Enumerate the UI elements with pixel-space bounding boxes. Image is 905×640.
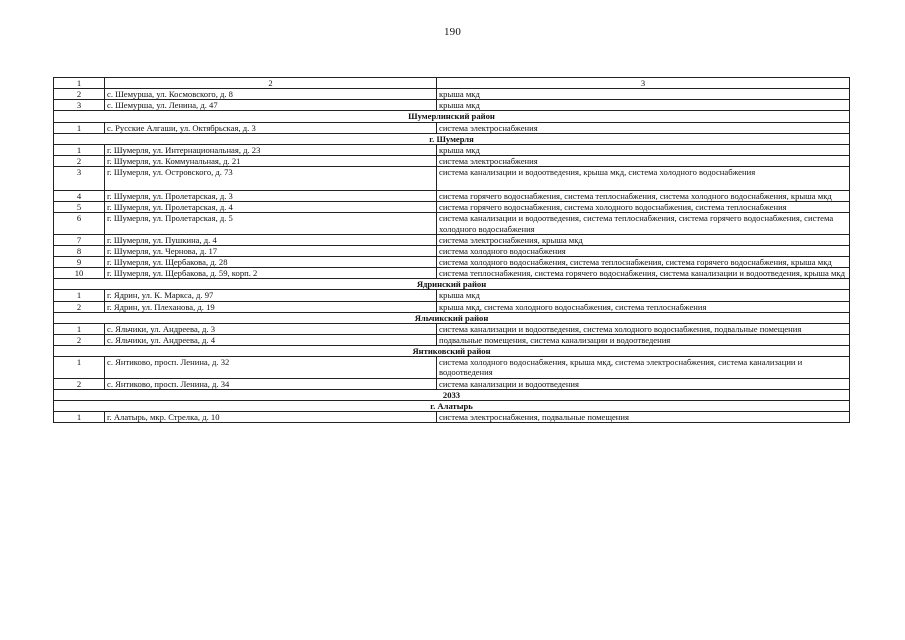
row-address: с. Янтиково, просп. Ленина, д. 34: [105, 378, 437, 389]
table-row: [54, 144, 850, 155]
column-header-address: 2: [105, 78, 437, 89]
section-heading-row: [54, 279, 850, 290]
row-address: г. Шумерля, ул. Коммунальная, д. 21: [105, 155, 437, 166]
buildings-table: [53, 77, 850, 423]
row-number: 1: [54, 357, 105, 378]
column-header-number: 1: [54, 78, 105, 89]
row-systems: крыша мкд, система холодного водоснабжения, система теплоснабжения: [437, 301, 850, 312]
section-title: г. Алатырь: [54, 400, 850, 411]
row-number: 1: [54, 122, 105, 133]
row-systems: подвальные помещения, система канализации и водоотведения: [437, 334, 850, 345]
row-address: г. Шумерля, ул. Пушкина, д. 4: [105, 234, 437, 245]
row-systems: система теплоснабжения, система горячего водоснабжения, система канализации и водоотведения, крыша мкд: [437, 268, 850, 279]
section-heading-row: [54, 389, 850, 400]
row-number: 3: [54, 100, 105, 111]
row-address: с. Шемурша, ул. Космовского, д. 8: [105, 89, 437, 100]
table-row: [54, 245, 850, 256]
row-systems: крыша мкд: [437, 144, 850, 155]
row-systems: система канализации и водоотведения, крыша мкд, система холодного водоснабжения: [437, 167, 850, 191]
table-row: [54, 122, 850, 133]
row-systems: система холодного водоснабжения, система теплоснабжения, система горячего водоснабжения, крыша мкд: [437, 256, 850, 267]
table-row: [54, 411, 850, 422]
row-systems: система канализации и водоотведения: [437, 378, 850, 389]
row-number: 1: [54, 144, 105, 155]
row-address: г. Шумерля, ул. Пролетарская, д. 5: [105, 213, 437, 234]
row-number: 2: [54, 301, 105, 312]
table-row: [54, 234, 850, 245]
row-number: 2: [54, 155, 105, 166]
row-address: с. Яльчики, ул. Андреева, д. 3: [105, 323, 437, 334]
table-row: [54, 301, 850, 312]
row-address: с. Янтиково, просп. Ленина, д. 32: [105, 357, 437, 378]
section-heading-row: [54, 133, 850, 144]
row-number: 9: [54, 256, 105, 267]
section-heading-row: [54, 111, 850, 122]
table-row: [54, 213, 850, 234]
table-row: [54, 268, 850, 279]
table-row: [54, 100, 850, 111]
row-number: 7: [54, 234, 105, 245]
row-systems: крыша мкд: [437, 100, 850, 111]
row-systems: система холодного водоснабжения: [437, 245, 850, 256]
row-address: г. Шумерля, ул. Чернова, д. 17: [105, 245, 437, 256]
row-systems: система электроснабжения: [437, 122, 850, 133]
section-title: г. Шумерля: [54, 133, 850, 144]
section-title: Шумерлинский район: [54, 111, 850, 122]
table-row: [54, 323, 850, 334]
row-number: 2: [54, 378, 105, 389]
row-systems: система холодного водоснабжения, крыша мкд, система электроснабжения, система канализации и водоотведения: [437, 357, 850, 378]
page-number: 190: [443, 26, 462, 38]
row-address: г. Шумерля, ул. Щербакова, д. 59, корп. 2: [105, 268, 437, 279]
row-address: г. Шумерля, ул. Пролетарская, д. 3: [105, 191, 437, 202]
row-systems: система канализации и водоотведения, система теплоснабжения, система горячего водоснабжения, система холодного водоснабжения: [437, 213, 850, 234]
row-number: 10: [54, 268, 105, 279]
column-header-systems: 3: [437, 78, 850, 89]
row-address: г. Шумерля, ул. Щербакова, д. 28: [105, 256, 437, 267]
section-title: Яльчикский район: [54, 312, 850, 323]
row-address: г. Ядрин, ул. К. Маркса, д. 97: [105, 290, 437, 301]
table-row: [54, 290, 850, 301]
row-systems: крыша мкд: [437, 290, 850, 301]
table-row: [54, 256, 850, 267]
table-header-row: [54, 78, 850, 89]
row-systems: система электроснабжения, крыша мкд: [437, 234, 850, 245]
row-systems: система канализации и водоотведения, система холодного водоснабжения, подвальные помещения: [437, 323, 850, 334]
section-heading-row: [54, 346, 850, 357]
row-number: 1: [54, 323, 105, 334]
row-number: 1: [54, 411, 105, 422]
table-row: [54, 191, 850, 202]
table-row: [54, 334, 850, 345]
section-title: Ядринский район: [54, 279, 850, 290]
table-row: [54, 202, 850, 213]
row-number: 4: [54, 191, 105, 202]
row-number: 1: [54, 290, 105, 301]
table-row: [54, 89, 850, 100]
section-title: Янтиковский район: [54, 346, 850, 357]
row-systems: система электроснабжения: [437, 155, 850, 166]
row-number: 5: [54, 202, 105, 213]
row-number: 3: [54, 167, 105, 191]
row-address: с. Русские Алгаши, ул. Октябрьская, д. 3: [105, 122, 437, 133]
row-address: г. Шумерля, ул. Интернациональная, д. 23: [105, 144, 437, 155]
row-systems: крыша мкд: [437, 89, 850, 100]
table-body: [54, 78, 850, 423]
section-heading-row: [54, 400, 850, 411]
section-title: 2033: [54, 389, 850, 400]
table-row: [54, 378, 850, 389]
table-row: [54, 155, 850, 166]
row-address: г. Алатырь, мкр. Стрелка, д. 10: [105, 411, 437, 422]
row-number: 8: [54, 245, 105, 256]
row-systems: система горячего водоснабжения, система теплоснабжения, система холодного водоснабжения, крыша мкд: [437, 191, 850, 202]
table-row: [54, 167, 850, 191]
section-heading-row: [54, 312, 850, 323]
row-number: 6: [54, 213, 105, 234]
row-number: 2: [54, 334, 105, 345]
row-address: с. Яльчики, ул. Андреева, д. 4: [105, 334, 437, 345]
row-address: г. Шумерля, ул. Островского, д. 73: [105, 167, 437, 191]
row-address: г. Шумерля, ул. Пролетарская, д. 4: [105, 202, 437, 213]
row-address: г. Ядрин, ул. Плеханова, д. 19: [105, 301, 437, 312]
row-address: с. Шемурша, ул. Ленина, д. 47: [105, 100, 437, 111]
row-systems: система горячего водоснабжения, система холодного водоснабжения, система теплоснабжения: [437, 202, 850, 213]
table-row: [54, 357, 850, 378]
row-number: 2: [54, 89, 105, 100]
row-systems: система электроснабжения, подвальные помещения: [437, 411, 850, 422]
